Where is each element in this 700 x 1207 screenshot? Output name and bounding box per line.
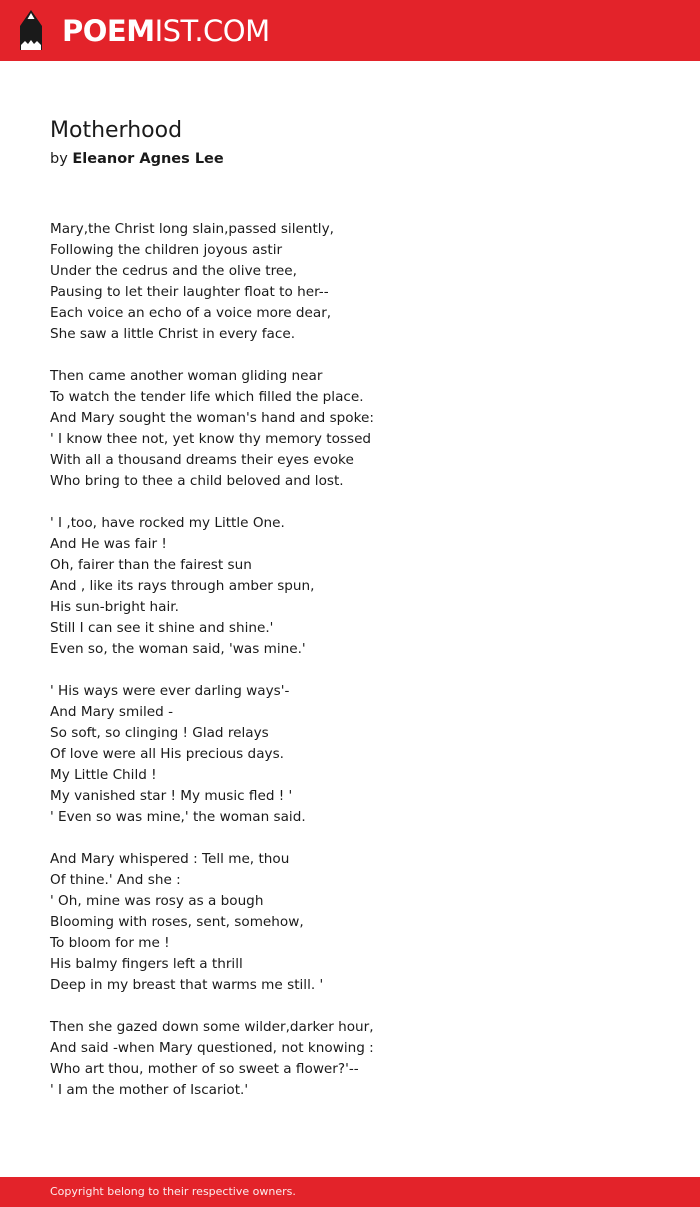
logo-bold-text: POEM: [62, 14, 155, 48]
poem-stanza: [50, 1017, 650, 1101]
poem-line: ' I am the mother of Iscariot.': [50, 1082, 249, 1098]
poem-line: Still I can see it shine and shine.': [50, 620, 274, 636]
poem-body: [50, 219, 650, 1122]
poem-line: And Mary smiled -: [50, 704, 173, 720]
poem-line: To bloom for me !: [50, 935, 170, 951]
poem-stanza: [50, 513, 650, 660]
site-header: [0, 0, 700, 61]
poem-line: And , like its rays through amber spun,: [50, 578, 315, 594]
poem-line: Each voice an echo of a voice more dear,: [50, 305, 332, 321]
poem-line: Of thine.' And she :: [50, 872, 181, 888]
poem-line: ' I ,too, have rocked my Little One.: [50, 515, 285, 531]
poem-line: Mary,the Christ long slain,passed silently,: [50, 221, 334, 237]
poem-line: Deep in my breast that warms me still. ': [50, 977, 324, 993]
poem-stanza: [50, 681, 650, 828]
poem-line: My Little Child !: [50, 767, 157, 783]
poem-line: And He was fair !: [50, 536, 167, 552]
poem-line: Oh, fairer than the fairest sun: [50, 557, 252, 573]
site-footer: [0, 1177, 700, 1207]
by-label: by: [50, 151, 68, 167]
poem-line: With all a thousand dreams their eyes evoke: [50, 452, 354, 468]
poem-line: His balmy fingers left a thrill: [50, 956, 243, 972]
poem-line: Then she gazed down some wilder,darker hour,: [50, 1019, 374, 1035]
poem-title: Motherhood: [50, 118, 183, 143]
logo-light-text: IST.COM: [154, 14, 270, 48]
poem-line: Who art thou, mother of so sweet a flower?'--: [50, 1061, 359, 1077]
poem-line: And Mary sought the woman's hand and spoke:: [50, 410, 374, 426]
poem-stanza: [50, 219, 650, 345]
poem-line: Of love were all His precious days.: [50, 746, 284, 762]
poem-line: And said -when Mary questioned, not knowing :: [50, 1040, 374, 1056]
author-name: Eleanor Agnes Lee: [72, 151, 224, 167]
byline: [50, 148, 224, 170]
poem-line: Blooming with roses, sent, somehow,: [50, 914, 304, 930]
poem-line: Following the children joyous astir: [50, 242, 283, 258]
poem-line: So soft, so clinging ! Glad relays: [50, 725, 269, 741]
site-logo[interactable]: [62, 12, 270, 50]
poem-stanza: [50, 849, 650, 996]
poem-line: Under the cedrus and the olive tree,: [50, 263, 297, 279]
poem-line: ' His ways were ever darling ways'-: [50, 683, 290, 699]
poem-line: And Mary whispered : Tell me, thou: [50, 851, 290, 867]
poem-line: She saw a little Christ in every face.: [50, 326, 296, 342]
poem-line: Then came another woman gliding near: [50, 368, 323, 384]
poem-line: His sun-bright hair.: [50, 599, 179, 615]
poem-line: Even so, the woman said, 'was mine.': [50, 641, 306, 657]
pencil-logo-icon[interactable]: [18, 10, 44, 52]
poem-line: ' Even so was mine,' the woman said.: [50, 809, 306, 825]
poem-line: ' Oh, mine was rosy as a bough: [50, 893, 264, 909]
copyright-text: Copyright belong to their respective owners.: [50, 1185, 296, 1198]
poem-line: Who bring to thee a child beloved and lost.: [50, 473, 344, 489]
poem-line: ' I know thee not, yet know thy memory tossed: [50, 431, 372, 447]
poem-line: To watch the tender life which filled the place.: [50, 389, 364, 405]
poem-line: Pausing to let their laughter float to her--: [50, 284, 329, 300]
poem-stanza: [50, 366, 650, 492]
poem-line: My vanished star ! My music fled ! ': [50, 788, 293, 804]
